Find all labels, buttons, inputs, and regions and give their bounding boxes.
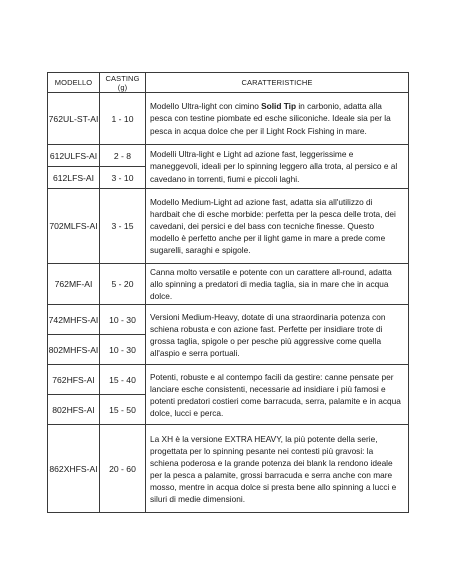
description-cell bbox=[146, 189, 409, 264]
rod-spec-table bbox=[47, 72, 409, 513]
description-cell bbox=[146, 425, 409, 513]
casting-cell: 15 - 50 bbox=[100, 395, 146, 425]
casting-cell: 1 - 10 bbox=[100, 93, 146, 145]
model-cell: 762HFS-AI bbox=[48, 365, 100, 395]
description-text: Modello Medium-Light ad azione fast, adatta sia all'utilizzo di hardbait che di esche morbide: perfetta per la pesca delle trota, dei cavedani, dei persici e del bass con tecniche finesse. Questo modello è perfetto anche per il light game in mare a prede come sugarelli, saraghi e spigole. bbox=[150, 196, 396, 256]
header-casting: CASTING (g) bbox=[100, 73, 146, 93]
table-row bbox=[48, 425, 409, 513]
model-cell: 612LFS-AI bbox=[48, 167, 100, 189]
casting-cell: 2 - 8 bbox=[100, 145, 146, 167]
description-cell bbox=[146, 93, 409, 145]
model-cell: 802HFS-AI bbox=[48, 395, 100, 425]
description-cell bbox=[146, 145, 409, 189]
model-cell: 802MHFS-AI bbox=[48, 335, 100, 365]
model-cell: 862XHFS-AI bbox=[48, 425, 100, 513]
description-text: Canna molto versatile e potente con un carattere all-round, adatta allo spinning a predatori di media taglia, sia in mare che in acqua dolce. bbox=[150, 267, 392, 302]
casting-cell: 3 - 15 bbox=[100, 189, 146, 264]
description-text: Versioni Medium-Heavy, dotate di una straordinaria potenza con schiena robusta e con azione fast. Perfette per insidiare trote di grossa taglia, spigole o per pesche più aggressive come quella all'aspio e serra portuali. bbox=[150, 311, 386, 358]
description-text: Potenti, robuste e al contempo facili da gestire: canne pensate per lanciare esche consistenti, necessarie ad insidiare i più famosi e potenti predatori costieri come barracuda, serra, palamite e in acqua dolce, lucci e perca. bbox=[150, 371, 401, 418]
table-row bbox=[48, 264, 409, 305]
table-row bbox=[48, 189, 409, 264]
casting-cell: 10 - 30 bbox=[100, 335, 146, 365]
model-cell: 762MF-AI bbox=[48, 264, 100, 305]
casting-cell: 20 - 60 bbox=[100, 425, 146, 513]
casting-cell: 15 - 40 bbox=[100, 365, 146, 395]
description-cell bbox=[146, 305, 409, 365]
description-text-end: in carbonio, adatta alla pesca con testine piombate ed esche siliconiche. Ideale sia per la pesca in acqua dolce che per il Light Rock Fishing in mare. bbox=[150, 101, 391, 136]
table-row bbox=[48, 365, 409, 395]
table-header-row bbox=[48, 73, 409, 93]
header-features: CARATTERISTICHE bbox=[146, 73, 409, 93]
casting-cell: 5 - 20 bbox=[100, 264, 146, 305]
table-row bbox=[48, 93, 409, 145]
casting-cell: 10 - 30 bbox=[100, 305, 146, 335]
description-cell bbox=[146, 264, 409, 305]
highlight-term: Solid Tip bbox=[261, 101, 297, 112]
model-cell: 612ULFS-AI bbox=[48, 145, 100, 167]
description-cell bbox=[146, 365, 409, 425]
table-row bbox=[48, 305, 409, 335]
header-model: MODELLO bbox=[48, 73, 100, 93]
table-row bbox=[48, 145, 409, 167]
description-text: Modelli Ultra-light e Light ad azione fast, leggerissime e maneggevoli, ideali per lo spinning leggero alla trota, al persico e al cavedano in torrenti, fiumi e piccoli laghi. bbox=[150, 149, 398, 184]
description-text bbox=[150, 100, 404, 136]
description-text-start: Modello Ultra-light con cimino bbox=[150, 101, 262, 112]
model-cell: 742MHFS-AI bbox=[48, 305, 100, 335]
description-text: La XH è la versione EXTRA HEAVY, la più potente della serie, progettata per lo spinning pesante nei contesti più gravosi: la schiena poderosa e la grande potenza dei blank la rendono ideale per la pesca a palamite, grossi barracuda e serra anche con mare mosso, mentre in acqua dolce si presta bene allo spinning a lucci e siluri di medie dimensioni. bbox=[150, 433, 397, 504]
casting-cell: 3 - 10 bbox=[100, 167, 146, 189]
model-cell: 702MLFS-AI bbox=[48, 189, 100, 264]
model-cell: 762UL-ST-AI bbox=[48, 93, 100, 145]
